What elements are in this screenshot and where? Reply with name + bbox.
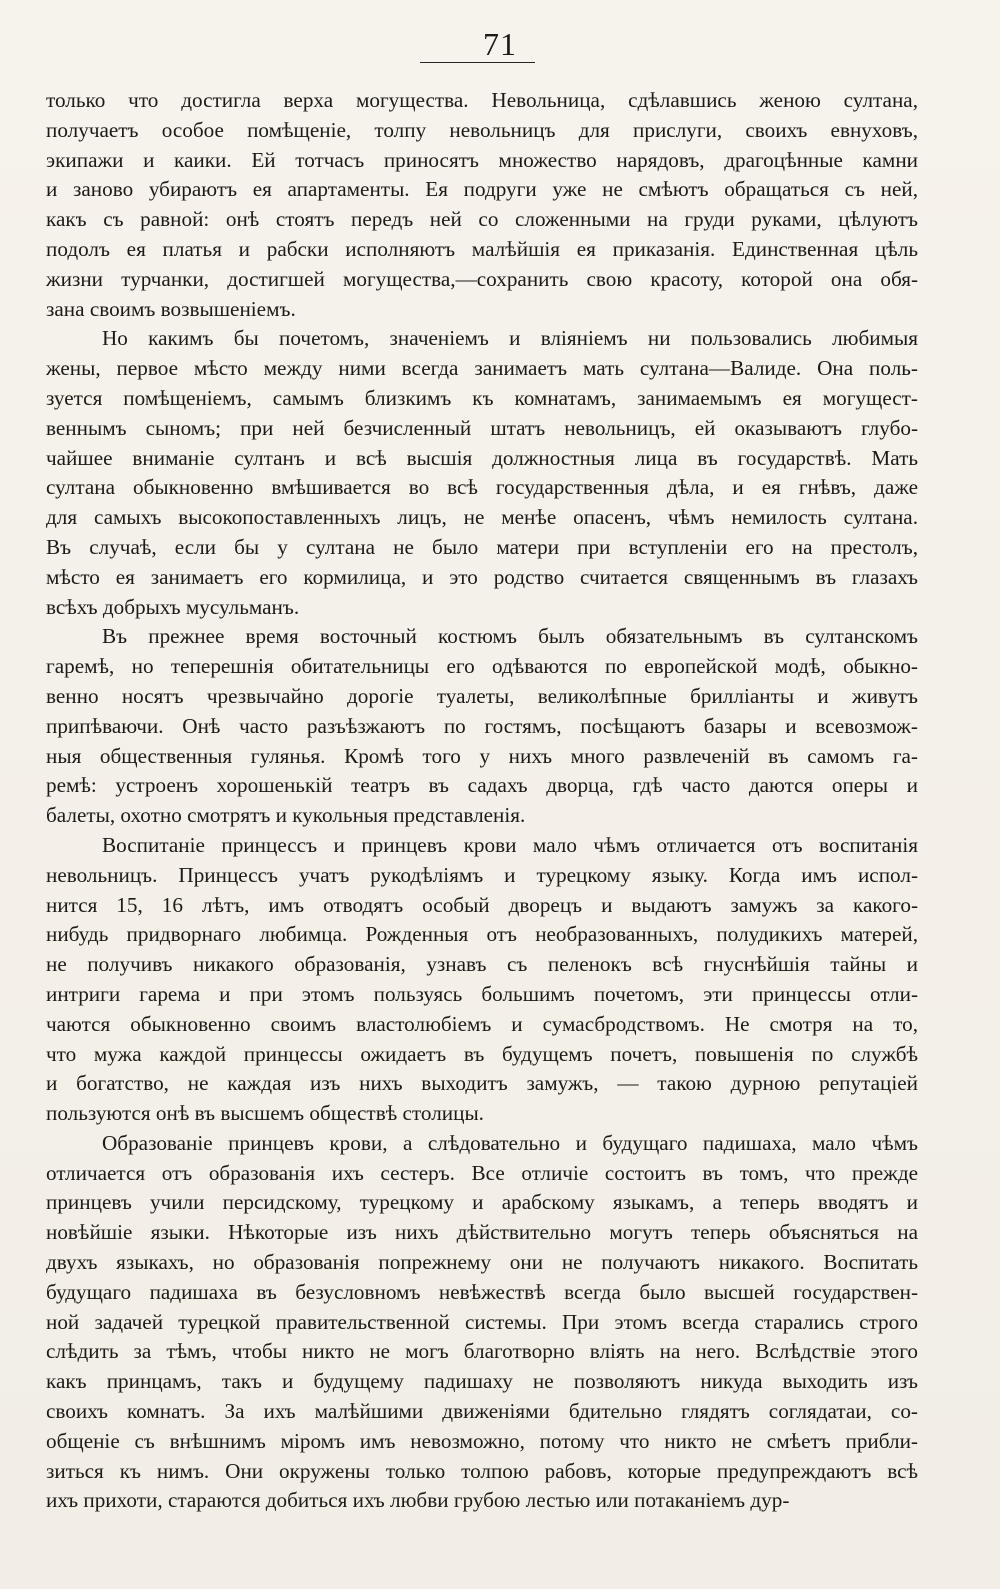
text-line: мѣсто ея занимаетъ его кормилица, и это родство считается священнымъ въ глазахъ: [46, 564, 918, 589]
text-line: Въ прежнее время восточный костюмъ былъ обязательнымъ въ султанскомъ: [102, 624, 918, 649]
text-line: чайшее вниманіе султанъ и всѣ высшія должностныя лица въ государствѣ. Мать: [46, 445, 918, 470]
text-line: Образованіе принцевъ крови, а слѣдовательно и будущаго падишаха, мало чѣмъ: [102, 1130, 918, 1155]
text-line: своихъ комнатъ. За ихъ малѣйшими движеніями бдительно глядятъ соглядатаи, со-: [46, 1399, 918, 1424]
text-line: слѣдить за тѣмъ, чтобы никто не могъ благотворно влiять на него. Вслѣдствіе этого: [46, 1339, 918, 1364]
text-line: не получивъ никакого образованія, узнавъ съ пеленокъ всѣ гнуснѣйшія тайны и: [46, 952, 918, 977]
text-line: венно носятъ чрезвычайно дорогіе туалеты, великолѣпные брилліанты и живутъ: [46, 683, 918, 708]
paragraph: [46, 324, 918, 622]
text-line: и богатство, не каждая изъ нихъ выходитъ замужъ, — такою дурною репутаціей: [46, 1071, 918, 1096]
text-line: ремѣ: устроенъ хорошенькій театръ въ садахъ дворца, гдѣ часто даются оперы и: [46, 773, 918, 798]
text-line: невольницъ. Принцессъ учатъ рукодѣліямъ и турецкому языку. Когда имъ испол-: [46, 862, 918, 887]
text-line: балеты, охотно смотрятъ и кукольныя представленія.: [46, 803, 526, 828]
text-line: султана обыкновенно вмѣшивается во всѣ государственныя дѣла, и ея гнѣвъ, даже: [46, 475, 918, 500]
text-line: пользуются онѣ въ высшемъ обществѣ столицы.: [46, 1101, 484, 1126]
text-line: всѣхъ добрыхъ мусульманъ.: [46, 594, 300, 619]
text-line: Въ случаѣ, если бы у султана не было матери при вступленіи его на престолъ,: [46, 534, 918, 559]
text-line: будущаго падишаха въ безусловномъ невѣжествѣ всегда было высшей государствен-: [46, 1279, 918, 1304]
text-line: веннымъ сыномъ; при ней безчисленный штатъ невольницъ, ей оказываютъ глубо-: [46, 415, 918, 440]
text-line: интриги гарема и при этомъ пользуясь большимъ почетомъ, эти принцессы отли-: [46, 981, 918, 1006]
paragraph: [46, 86, 918, 324]
text-line: гаремѣ, но теперешнія обитательницы его одѣваются по европейской модѣ, обыкно-: [46, 654, 918, 679]
text-line: подолъ ея платья и рабски исполняютъ малѣйшія ея приказанія. Единственная цѣль: [46, 236, 918, 261]
text-line: какъ съ равной: онѣ стоятъ передъ ней со сложенными на груди руками, цѣлуютъ: [46, 207, 918, 232]
text-line: двухъ языкахъ, но образованія попрежнему они не получаютъ никакого. Воспитать: [46, 1250, 918, 1275]
text-line: и заново убираютъ ея апартаменты. Ея подруги уже не смѣютъ обращаться съ ней,: [46, 177, 918, 202]
text-line: новѣйшіе языки. Нѣкоторые изъ нихъ дѣйствительно могутъ теперь объясняться на: [46, 1220, 918, 1245]
paragraph: [46, 831, 918, 1129]
header-rule: [420, 62, 535, 63]
text-line: отличается отъ образованія ихъ сестеръ. Все отличіе состоитъ въ томъ, что прежде: [46, 1160, 918, 1185]
text-line: общеніе съ внѣшнимъ міромъ имъ невозможно, потому что никто не смѣетъ прибли-: [46, 1428, 918, 1453]
text-line: только что достигла верха могущества. Невольница, сдѣлавшись женою султана,: [46, 88, 918, 112]
text-line: жизни турчанки, достигшей могущества,—сохранить свою красоту, которой она обя-: [46, 266, 918, 291]
text-line: ной задачей турецкой правительственной системы. При этомъ всегда старались строго: [46, 1309, 918, 1334]
text-line: ихъ прихоти, стараются добиться ихъ любви грубою лестью или потаканіемъ дур-: [46, 1488, 790, 1513]
text-line: чаются обыкновенно своимъ властолюбіемъ и сумасбродствомъ. Не смотря на то,: [46, 1011, 918, 1036]
text-line: Воспитаніе принцессъ и принцевъ крови мало чѣмъ отличается отъ воспитанія: [102, 832, 918, 857]
page-number: 71: [483, 26, 517, 62]
text-line: ныя общественныя гулянья. Кромѣ того у нихъ много развлеченій въ самомъ га-: [46, 743, 918, 768]
text-line: зана своимъ возвышеніемъ.: [46, 296, 296, 321]
text-line: какъ принцамъ, такъ и будущему падишаху не позволяютъ никуда выходить изъ: [46, 1369, 918, 1394]
text-line: жены, первое мѣсто между ними всегда занимаетъ мать султана—Валиде. Она поль-: [46, 356, 918, 381]
text-line: припѣваючи. Онѣ часто разъѣзжаютъ по гостямъ, посѣщаютъ базары и всевозмож-: [46, 713, 918, 738]
text-line: зуется помѣщеніемъ, самымъ близкимъ къ комнатамъ, занимаемымъ ея могущест-: [46, 385, 918, 410]
text-line: для самыхъ высокопоставленныхъ лицъ, не менѣе опасенъ, чѣмъ немилость султана.: [46, 505, 918, 530]
text-line: экипажи и каики. Ей тотчасъ приносятъ множество нарядовъ, драгоцѣнные камни: [46, 147, 918, 172]
text-line: нибудь придворнаго любимца. Рожденныя отъ необразованныхъ, полудикихъ матерей,: [46, 922, 918, 947]
text-line: что мужа каждой принцессы ожидаетъ въ будущемъ почетъ, повышенія по службѣ: [46, 1041, 918, 1066]
paragraph: [46, 1129, 918, 1516]
body-text: [46, 86, 918, 1516]
text-line: нится 15, 16 лѣтъ, имъ отводятъ особый дворецъ и выдаютъ замужъ за какого-: [46, 892, 918, 917]
text-line: принцевъ учили персидскому, турецкому и арабскому языкамъ, а теперь вводятъ и: [46, 1190, 918, 1215]
text-line: Но какимъ бы почетомъ, значеніемъ и вліяніемъ ни пользовались любимыя: [102, 326, 918, 351]
text-line: получаетъ особое помѣщеніе, толпу невольницъ для прислуги, своихъ евнуховъ,: [46, 117, 918, 142]
text-line: зиться къ нимъ. Они окружены только толпою рабовъ, которые предупреждаютъ всѣ: [46, 1458, 918, 1483]
paragraph: [46, 622, 918, 831]
